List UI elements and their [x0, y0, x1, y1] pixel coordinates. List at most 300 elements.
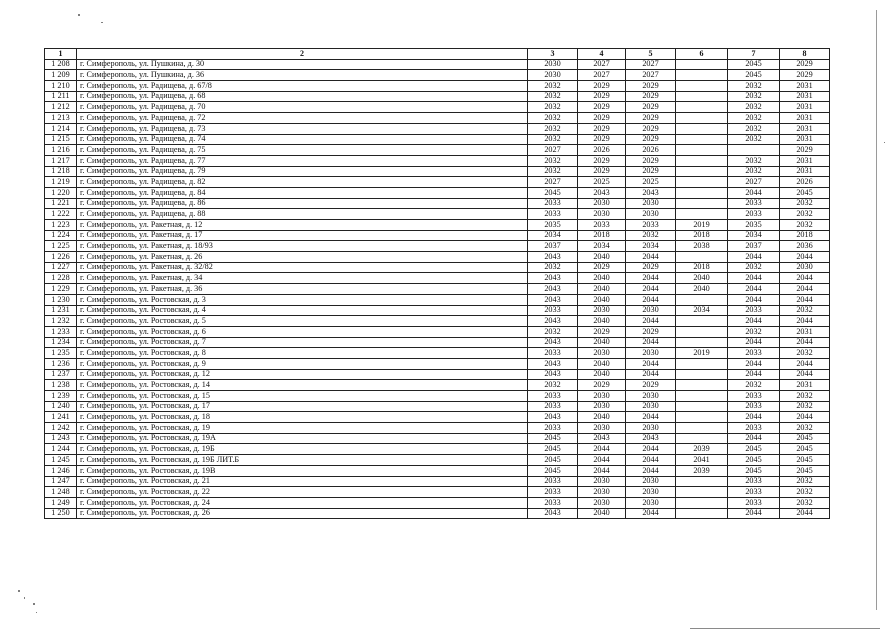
table-row — [45, 294, 830, 305]
year-col-8-cell: 2045 — [780, 465, 830, 476]
year-col-8-cell: 2031 — [780, 155, 830, 166]
table-row — [45, 305, 830, 316]
year-col-7-cell: 2045 — [728, 465, 780, 476]
address-cell: г. Симферополь, ул. Ростовская, д. 17 — [77, 401, 528, 412]
row-number-cell: 1 242 — [45, 423, 77, 434]
year-col-7-cell: 2045 — [728, 70, 780, 81]
year-col-3-cell: 2045 — [528, 444, 578, 455]
year-col-3-cell: 2033 — [528, 423, 578, 434]
year-col-7-cell: 2045 — [728, 59, 780, 70]
table-row — [45, 198, 830, 209]
year-col-6-cell — [676, 294, 728, 305]
row-number-cell: 1 221 — [45, 198, 77, 209]
year-col-7-cell: 2045 — [728, 444, 780, 455]
table-row — [45, 476, 830, 487]
year-col-7-cell: 2032 — [728, 91, 780, 102]
address-cell: г. Симферополь, ул. Радищева, д. 68 — [77, 91, 528, 102]
address-cell: г. Симферополь, ул. Ростовская, д. 19Б — [77, 444, 528, 455]
year-col-8-cell: 2045 — [780, 455, 830, 466]
year-col-7-cell: 2044 — [728, 294, 780, 305]
year-col-6-cell — [676, 113, 728, 124]
year-col-7-cell: 2044 — [728, 337, 780, 348]
scan-speck — [33, 603, 35, 605]
year-col-8-cell: 2031 — [780, 113, 830, 124]
year-col-4-cell: 2030 — [578, 348, 626, 359]
row-number-cell: 1 229 — [45, 284, 77, 295]
year-col-3-cell: 2045 — [528, 187, 578, 198]
year-col-3-cell: 2037 — [528, 241, 578, 252]
year-col-5-cell: 2044 — [626, 465, 676, 476]
year-col-7-cell: 2044 — [728, 358, 780, 369]
year-col-6-cell: 2018 — [676, 230, 728, 241]
column-header: 7 — [728, 49, 780, 60]
scan-speck — [36, 612, 37, 613]
year-col-6-cell — [676, 412, 728, 423]
year-col-3-cell: 2032 — [528, 113, 578, 124]
address-cell: г. Симферополь, ул. Ракетная, д. 36 — [77, 284, 528, 295]
year-col-5-cell: 2029 — [626, 123, 676, 134]
year-col-3-cell: 2032 — [528, 123, 578, 134]
year-col-8-cell: 2031 — [780, 102, 830, 113]
year-col-3-cell: 2043 — [528, 369, 578, 380]
year-col-8-cell: 2044 — [780, 294, 830, 305]
column-header: 2 — [77, 49, 528, 60]
year-col-4-cell: 2040 — [578, 369, 626, 380]
row-number-cell: 1 227 — [45, 262, 77, 273]
scan-page-edge-bottom — [690, 628, 880, 629]
year-col-5-cell: 2029 — [626, 155, 676, 166]
table-row — [45, 145, 830, 156]
year-col-6-cell: 2018 — [676, 262, 728, 273]
table-row — [45, 123, 830, 134]
address-cell: г. Симферополь, ул. Ростовская, д. 22 — [77, 487, 528, 498]
year-col-4-cell: 2043 — [578, 187, 626, 198]
year-col-7-cell: 2032 — [728, 262, 780, 273]
table-row — [45, 337, 830, 348]
year-col-8-cell: 2032 — [780, 198, 830, 209]
year-col-4-cell: 2030 — [578, 198, 626, 209]
year-col-5-cell: 2027 — [626, 70, 676, 81]
year-col-6-cell — [676, 487, 728, 498]
year-col-4-cell: 2040 — [578, 358, 626, 369]
year-col-7-cell: 2032 — [728, 166, 780, 177]
year-col-8-cell: 2031 — [780, 91, 830, 102]
year-col-4-cell: 2030 — [578, 305, 626, 316]
address-cell: г. Симферополь, ул. Радищева, д. 86 — [77, 198, 528, 209]
address-cell: г. Симферополь, ул. Ракетная, д. 26 — [77, 252, 528, 263]
year-col-6-cell — [676, 497, 728, 508]
year-col-3-cell: 2032 — [528, 81, 578, 92]
row-number-cell: 1 208 — [45, 59, 77, 70]
address-cell: г. Симферополь, ул. Радищева, д. 79 — [77, 166, 528, 177]
year-col-3-cell: 2043 — [528, 252, 578, 263]
table-body — [45, 59, 830, 519]
year-col-4-cell: 2030 — [578, 391, 626, 402]
year-col-7-cell: 2037 — [728, 241, 780, 252]
scan-speck — [884, 142, 885, 143]
year-col-8-cell: 2031 — [780, 123, 830, 134]
year-col-6-cell — [676, 91, 728, 102]
year-col-4-cell: 2034 — [578, 241, 626, 252]
address-cell: г. Симферополь, ул. Радищева, д. 88 — [77, 209, 528, 220]
row-number-cell: 1 215 — [45, 134, 77, 145]
year-col-8-cell: 2032 — [780, 423, 830, 434]
year-col-3-cell: 2045 — [528, 455, 578, 466]
year-col-3-cell: 2032 — [528, 166, 578, 177]
year-col-7-cell: 2032 — [728, 380, 780, 391]
year-col-6-cell — [676, 187, 728, 198]
table-row — [45, 59, 830, 70]
row-number-cell: 1 238 — [45, 380, 77, 391]
row-number-cell: 1 247 — [45, 476, 77, 487]
column-header: 5 — [626, 49, 676, 60]
year-col-3-cell: 2027 — [528, 145, 578, 156]
year-col-6-cell: 2040 — [676, 273, 728, 284]
year-col-4-cell: 2030 — [578, 423, 626, 434]
year-col-5-cell: 2029 — [626, 326, 676, 337]
table-row — [45, 455, 830, 466]
row-number-cell: 1 231 — [45, 305, 77, 316]
year-col-4-cell: 2027 — [578, 70, 626, 81]
year-col-4-cell: 2029 — [578, 102, 626, 113]
year-col-7-cell: 2033 — [728, 476, 780, 487]
year-col-3-cell: 2033 — [528, 401, 578, 412]
year-col-4-cell: 2026 — [578, 145, 626, 156]
year-col-5-cell: 2029 — [626, 134, 676, 145]
year-col-8-cell: 2044 — [780, 252, 830, 263]
year-col-5-cell: 2043 — [626, 433, 676, 444]
year-col-4-cell: 2040 — [578, 273, 626, 284]
table-row — [45, 380, 830, 391]
year-col-4-cell: 2040 — [578, 284, 626, 295]
year-col-8-cell: 2045 — [780, 187, 830, 198]
year-col-4-cell: 2044 — [578, 444, 626, 455]
year-col-6-cell: 2019 — [676, 220, 728, 231]
year-col-7-cell — [728, 145, 780, 156]
table-row — [45, 155, 830, 166]
year-col-3-cell: 2032 — [528, 155, 578, 166]
year-col-5-cell: 2044 — [626, 412, 676, 423]
year-col-3-cell: 2043 — [528, 508, 578, 519]
table-row — [45, 113, 830, 124]
year-col-3-cell: 2043 — [528, 412, 578, 423]
table-row — [45, 465, 830, 476]
year-col-5-cell: 2044 — [626, 273, 676, 284]
year-col-8-cell: 2031 — [780, 166, 830, 177]
year-col-8-cell: 2045 — [780, 444, 830, 455]
year-col-5-cell: 2033 — [626, 220, 676, 231]
year-col-3-cell: 2032 — [528, 326, 578, 337]
year-col-3-cell: 2032 — [528, 262, 578, 273]
row-number-cell: 1 249 — [45, 497, 77, 508]
year-col-7-cell: 2033 — [728, 401, 780, 412]
row-number-cell: 1 226 — [45, 252, 77, 263]
table-row — [45, 487, 830, 498]
row-number-cell: 1 248 — [45, 487, 77, 498]
year-col-5-cell: 2044 — [626, 337, 676, 348]
table-row — [45, 433, 830, 444]
year-col-3-cell: 2032 — [528, 91, 578, 102]
year-col-4-cell: 2040 — [578, 508, 626, 519]
year-col-6-cell: 2041 — [676, 455, 728, 466]
year-col-5-cell: 2029 — [626, 380, 676, 391]
year-col-6-cell — [676, 423, 728, 434]
year-col-8-cell: 2044 — [780, 337, 830, 348]
table-row — [45, 273, 830, 284]
year-col-5-cell: 2029 — [626, 166, 676, 177]
year-col-4-cell: 2030 — [578, 209, 626, 220]
row-number-cell: 1 235 — [45, 348, 77, 359]
address-cell: г. Симферополь, ул. Ракетная, д. 32/82 — [77, 262, 528, 273]
scan-page-edge-right — [876, 10, 877, 610]
year-col-8-cell: 2036 — [780, 241, 830, 252]
year-col-8-cell: 2031 — [780, 134, 830, 145]
year-col-6-cell — [676, 326, 728, 337]
year-col-3-cell: 2045 — [528, 433, 578, 444]
address-cell: г. Симферополь, ул. Ростовская, д. 19В — [77, 465, 528, 476]
year-col-4-cell: 2040 — [578, 252, 626, 263]
year-col-8-cell: 2032 — [780, 487, 830, 498]
row-number-cell: 1 219 — [45, 177, 77, 188]
scan-speck — [18, 590, 20, 592]
year-col-5-cell: 2030 — [626, 209, 676, 220]
row-number-cell: 1 244 — [45, 444, 77, 455]
year-col-6-cell — [676, 145, 728, 156]
year-col-4-cell: 2044 — [578, 455, 626, 466]
year-col-6-cell: 2039 — [676, 465, 728, 476]
year-col-5-cell: 2044 — [626, 316, 676, 327]
table-row — [45, 508, 830, 519]
year-col-7-cell: 2045 — [728, 455, 780, 466]
year-col-8-cell: 2030 — [780, 262, 830, 273]
year-col-6-cell: 2040 — [676, 284, 728, 295]
address-cell: г. Симферополь, ул. Радищева, д. 73 — [77, 123, 528, 134]
year-col-7-cell: 2044 — [728, 273, 780, 284]
address-cell: г. Симферополь, ул. Ростовская, д. 6 — [77, 326, 528, 337]
year-col-7-cell: 2044 — [728, 369, 780, 380]
year-col-4-cell: 2029 — [578, 123, 626, 134]
address-cell: г. Симферополь, ул. Радищева, д. 77 — [77, 155, 528, 166]
year-col-7-cell: 2044 — [728, 508, 780, 519]
year-col-8-cell: 2044 — [780, 508, 830, 519]
year-col-6-cell — [676, 177, 728, 188]
year-col-7-cell: 2027 — [728, 177, 780, 188]
year-col-5-cell: 2030 — [626, 401, 676, 412]
address-cell: г. Симферополь, ул. Радищева, д. 70 — [77, 102, 528, 113]
table-row — [45, 412, 830, 423]
year-col-5-cell: 2044 — [626, 455, 676, 466]
year-col-3-cell: 2027 — [528, 177, 578, 188]
year-col-4-cell: 2040 — [578, 316, 626, 327]
year-col-5-cell: 2029 — [626, 262, 676, 273]
address-cell: г. Симферополь, ул. Ростовская, д. 7 — [77, 337, 528, 348]
address-cell: г. Симферополь, ул. Ростовская, д. 4 — [77, 305, 528, 316]
year-col-8-cell: 2044 — [780, 316, 830, 327]
year-col-5-cell: 2034 — [626, 241, 676, 252]
year-col-6-cell — [676, 316, 728, 327]
year-col-4-cell: 2029 — [578, 91, 626, 102]
year-col-3-cell: 2032 — [528, 380, 578, 391]
year-col-5-cell: 2044 — [626, 508, 676, 519]
address-cell: г. Симферополь, ул. Пушкина, д. 30 — [77, 59, 528, 70]
table-row — [45, 401, 830, 412]
table-row — [45, 391, 830, 402]
year-col-3-cell: 2033 — [528, 476, 578, 487]
address-cell: г. Симферополь, ул. Радищева, д. 74 — [77, 134, 528, 145]
column-header: 4 — [578, 49, 626, 60]
year-col-4-cell: 2030 — [578, 401, 626, 412]
address-cell: г. Симферополь, ул. Ростовская, д. 18 — [77, 412, 528, 423]
address-cell: г. Симферополь, ул. Ростовская, д. 15 — [77, 391, 528, 402]
column-number-row — [45, 49, 830, 60]
year-col-7-cell: 2032 — [728, 326, 780, 337]
row-number-cell: 1 230 — [45, 294, 77, 305]
row-number-cell: 1 220 — [45, 187, 77, 198]
year-col-7-cell: 2033 — [728, 198, 780, 209]
table-row — [45, 166, 830, 177]
year-col-5-cell: 2044 — [626, 358, 676, 369]
year-col-6-cell — [676, 476, 728, 487]
year-col-5-cell: 2030 — [626, 198, 676, 209]
year-col-7-cell: 2044 — [728, 316, 780, 327]
year-col-5-cell: 2030 — [626, 305, 676, 316]
table-row — [45, 81, 830, 92]
year-col-8-cell: 2032 — [780, 401, 830, 412]
year-col-5-cell: 2030 — [626, 497, 676, 508]
row-number-cell: 1 233 — [45, 326, 77, 337]
year-col-4-cell: 2040 — [578, 294, 626, 305]
year-col-5-cell: 2029 — [626, 113, 676, 124]
column-header: 3 — [528, 49, 578, 60]
year-col-6-cell — [676, 337, 728, 348]
year-col-3-cell: 2032 — [528, 134, 578, 145]
table-row — [45, 220, 830, 231]
year-col-7-cell: 2032 — [728, 123, 780, 134]
year-col-3-cell: 2043 — [528, 284, 578, 295]
year-col-4-cell: 2030 — [578, 476, 626, 487]
address-cell: г. Симферополь, ул. Ростовская, д. 12 — [77, 369, 528, 380]
year-col-6-cell — [676, 358, 728, 369]
address-cell: г. Симферополь, ул. Ракетная, д. 18/93 — [77, 241, 528, 252]
row-number-cell: 1 232 — [45, 316, 77, 327]
year-col-6-cell: 2039 — [676, 444, 728, 455]
year-col-8-cell: 2032 — [780, 391, 830, 402]
row-number-cell: 1 225 — [45, 241, 77, 252]
year-col-5-cell: 2044 — [626, 369, 676, 380]
year-col-7-cell: 2044 — [728, 284, 780, 295]
year-col-6-cell — [676, 155, 728, 166]
address-cell: г. Симферополь, ул. Ракетная, д. 17 — [77, 230, 528, 241]
address-cell: г. Симферополь, ул. Ростовская, д. 14 — [77, 380, 528, 391]
table-row — [45, 444, 830, 455]
year-col-6-cell — [676, 369, 728, 380]
row-number-cell: 1 246 — [45, 465, 77, 476]
scan-speck — [101, 22, 103, 23]
year-col-8-cell: 2026 — [780, 177, 830, 188]
year-col-7-cell: 2033 — [728, 209, 780, 220]
address-cell: г. Симферополь, ул. Ростовская, д. 26 — [77, 508, 528, 519]
year-col-5-cell: 2030 — [626, 391, 676, 402]
year-col-8-cell: 2032 — [780, 476, 830, 487]
table-row — [45, 241, 830, 252]
year-col-5-cell: 2044 — [626, 444, 676, 455]
row-number-cell: 1 245 — [45, 455, 77, 466]
address-cell: г. Симферополь, ул. Ростовская, д. 9 — [77, 358, 528, 369]
year-col-6-cell — [676, 134, 728, 145]
year-col-7-cell: 2033 — [728, 391, 780, 402]
table-row — [45, 252, 830, 263]
year-col-5-cell: 2044 — [626, 284, 676, 295]
year-col-3-cell: 2033 — [528, 487, 578, 498]
row-number-cell: 1 222 — [45, 209, 77, 220]
year-col-6-cell — [676, 102, 728, 113]
year-col-5-cell: 2030 — [626, 423, 676, 434]
row-number-cell: 1 241 — [45, 412, 77, 423]
year-col-3-cell: 2033 — [528, 497, 578, 508]
year-col-4-cell: 2029 — [578, 155, 626, 166]
row-number-cell: 1 213 — [45, 113, 77, 124]
year-col-6-cell — [676, 380, 728, 391]
year-col-4-cell: 2030 — [578, 497, 626, 508]
year-col-6-cell — [676, 401, 728, 412]
table-row — [45, 187, 830, 198]
table-row — [45, 177, 830, 188]
year-col-3-cell: 2043 — [528, 358, 578, 369]
row-number-cell: 1 211 — [45, 91, 77, 102]
address-cell: г. Симферополь, ул. Ростовская, д. 5 — [77, 316, 528, 327]
year-col-3-cell: 2043 — [528, 316, 578, 327]
table-row — [45, 326, 830, 337]
year-col-8-cell: 2031 — [780, 380, 830, 391]
year-col-4-cell: 2043 — [578, 433, 626, 444]
table-row — [45, 70, 830, 81]
address-cell: г. Симферополь, ул. Ростовская, д. 21 — [77, 476, 528, 487]
year-col-6-cell: 2038 — [676, 241, 728, 252]
year-col-5-cell: 2030 — [626, 348, 676, 359]
row-number-cell: 1 228 — [45, 273, 77, 284]
year-col-6-cell — [676, 81, 728, 92]
row-number-cell: 1 209 — [45, 70, 77, 81]
address-cell: г. Симферополь, ул. Радищева, д. 67/8 — [77, 81, 528, 92]
year-col-5-cell: 2030 — [626, 487, 676, 498]
column-header: 1 — [45, 49, 77, 60]
row-number-cell: 1 237 — [45, 369, 77, 380]
year-col-8-cell: 2032 — [780, 497, 830, 508]
year-col-7-cell: 2033 — [728, 487, 780, 498]
year-col-5-cell: 2030 — [626, 476, 676, 487]
year-col-7-cell: 2033 — [728, 305, 780, 316]
row-number-cell: 1 250 — [45, 508, 77, 519]
row-number-cell: 1 223 — [45, 220, 77, 231]
year-col-4-cell: 2018 — [578, 230, 626, 241]
year-col-7-cell: 2032 — [728, 134, 780, 145]
table-row — [45, 230, 830, 241]
year-col-7-cell: 2033 — [728, 497, 780, 508]
year-col-7-cell: 2033 — [728, 423, 780, 434]
table-row — [45, 316, 830, 327]
year-col-4-cell: 2029 — [578, 326, 626, 337]
year-col-8-cell: 2029 — [780, 145, 830, 156]
year-col-4-cell: 2029 — [578, 113, 626, 124]
year-col-8-cell: 2032 — [780, 209, 830, 220]
year-col-6-cell — [676, 59, 728, 70]
year-col-8-cell: 2029 — [780, 59, 830, 70]
year-col-8-cell: 2032 — [780, 220, 830, 231]
year-col-3-cell: 2033 — [528, 348, 578, 359]
year-col-3-cell: 2030 — [528, 59, 578, 70]
year-col-3-cell: 2035 — [528, 220, 578, 231]
row-number-cell: 1 224 — [45, 230, 77, 241]
